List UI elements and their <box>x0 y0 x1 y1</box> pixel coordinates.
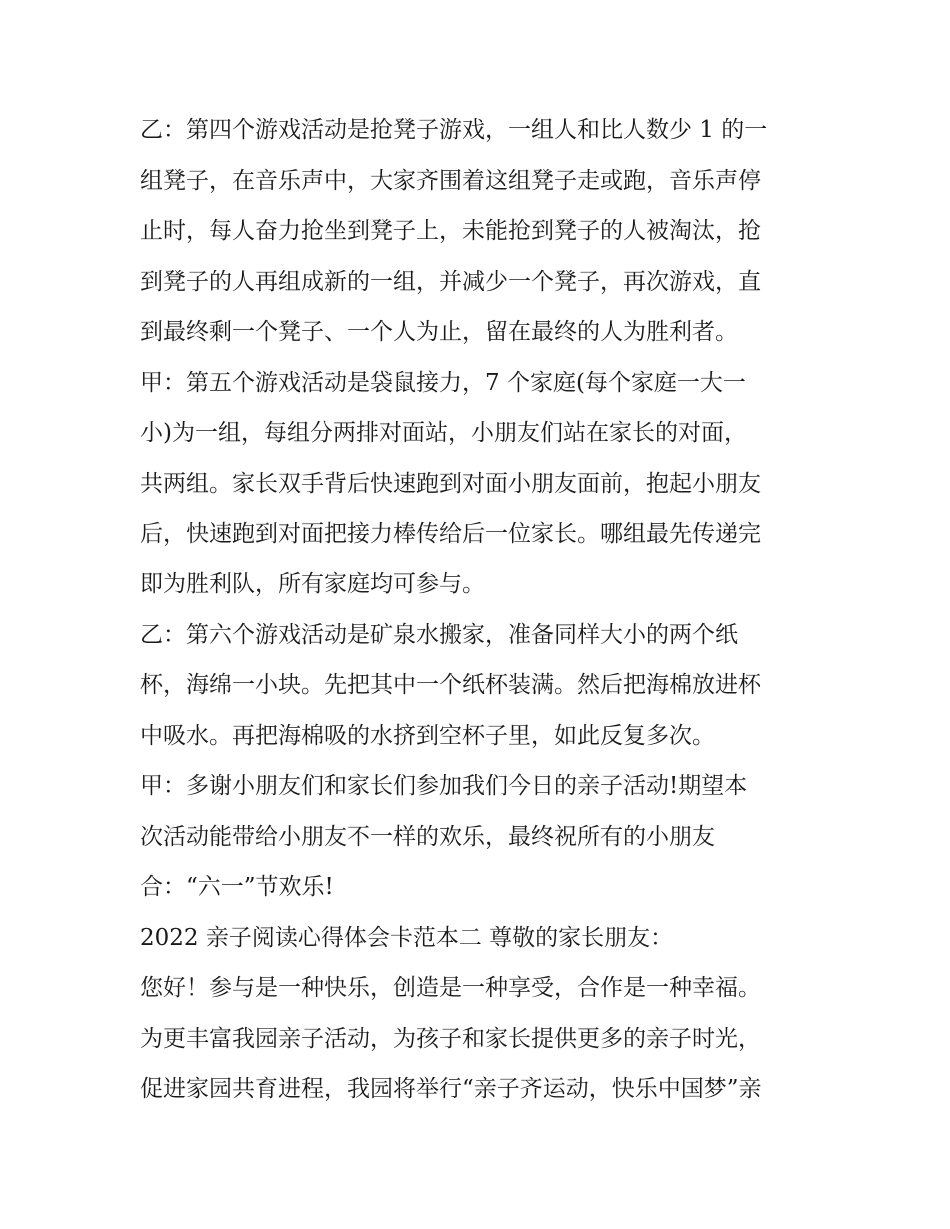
text-line: 组凳子，在音乐声中，大家齐围着这组凳子走或跑，音乐声停 <box>140 168 761 194</box>
text-line: 即为胜利队，所有家庭均可参与。 <box>140 571 485 597</box>
text-line: 为更丰富我园亲子活动，为孩子和家长提供更多的亲子时光， <box>140 1026 761 1052</box>
text-line: 乙：第四个游戏活动是抢凳子游戏，一组人和比人数少 1 的一 <box>140 117 768 143</box>
text-line: 甲：第五个游戏活动是袋鼠接力，7 个家庭(每个家庭一大一 <box>140 370 746 396</box>
text-line: 后，快速跑到对面把接力棒传给后一位家长。哪组最先传递完 <box>140 521 761 547</box>
text-line: 杯，海绵一小块。先把其中一个纸杯装满。然后把海棉放进杯 <box>140 672 761 698</box>
text-line: 中吸水。再把海棉吸的水挤到空杯子里，如此反复多次。 <box>140 723 715 749</box>
text-line: 甲：多谢小朋友们和家长们参加我们今日的亲子活动!期望本 <box>140 773 748 799</box>
text-line: 促进家园共育进程，我园将举行“亲子齐运动，快乐中国梦”亲 <box>140 1076 762 1102</box>
text-line: 次活动能带给小朋友不一样的欢乐，最终祝所有的小朋友 <box>140 824 715 850</box>
text-line: 2022 亲子阅读心得体会卡范本二 尊敬的家长朋友： <box>140 925 674 951</box>
text-line: 止时，每人奋力抢坐到凳子上，未能抢到凳子的人被淘汰，抢 <box>140 218 761 244</box>
text-line: 小)为一组，每组分两排对面站，小朋友们站在家长的对面， <box>140 420 747 446</box>
text-line: 共两组。家长双手背后快速跑到对面小朋友面前，抱起小朋友 <box>140 471 761 497</box>
text-line: 到最终剩一个凳子、一个人为止，留在最终的人为胜利者。 <box>140 319 738 345</box>
text-line: 您好！参与是一种快乐，创造是一种享受，合作是一种幸福。 <box>140 975 761 1001</box>
text-line: 乙：第六个游戏活动是矿泉水搬家，准备同样大小的两个纸 <box>140 622 738 648</box>
text-line: 到凳子的人再组成新的一组，并减少一个凳子，再次游戏，直 <box>140 269 761 295</box>
text-line: 合：“六一”节欢乐! <box>140 874 334 900</box>
